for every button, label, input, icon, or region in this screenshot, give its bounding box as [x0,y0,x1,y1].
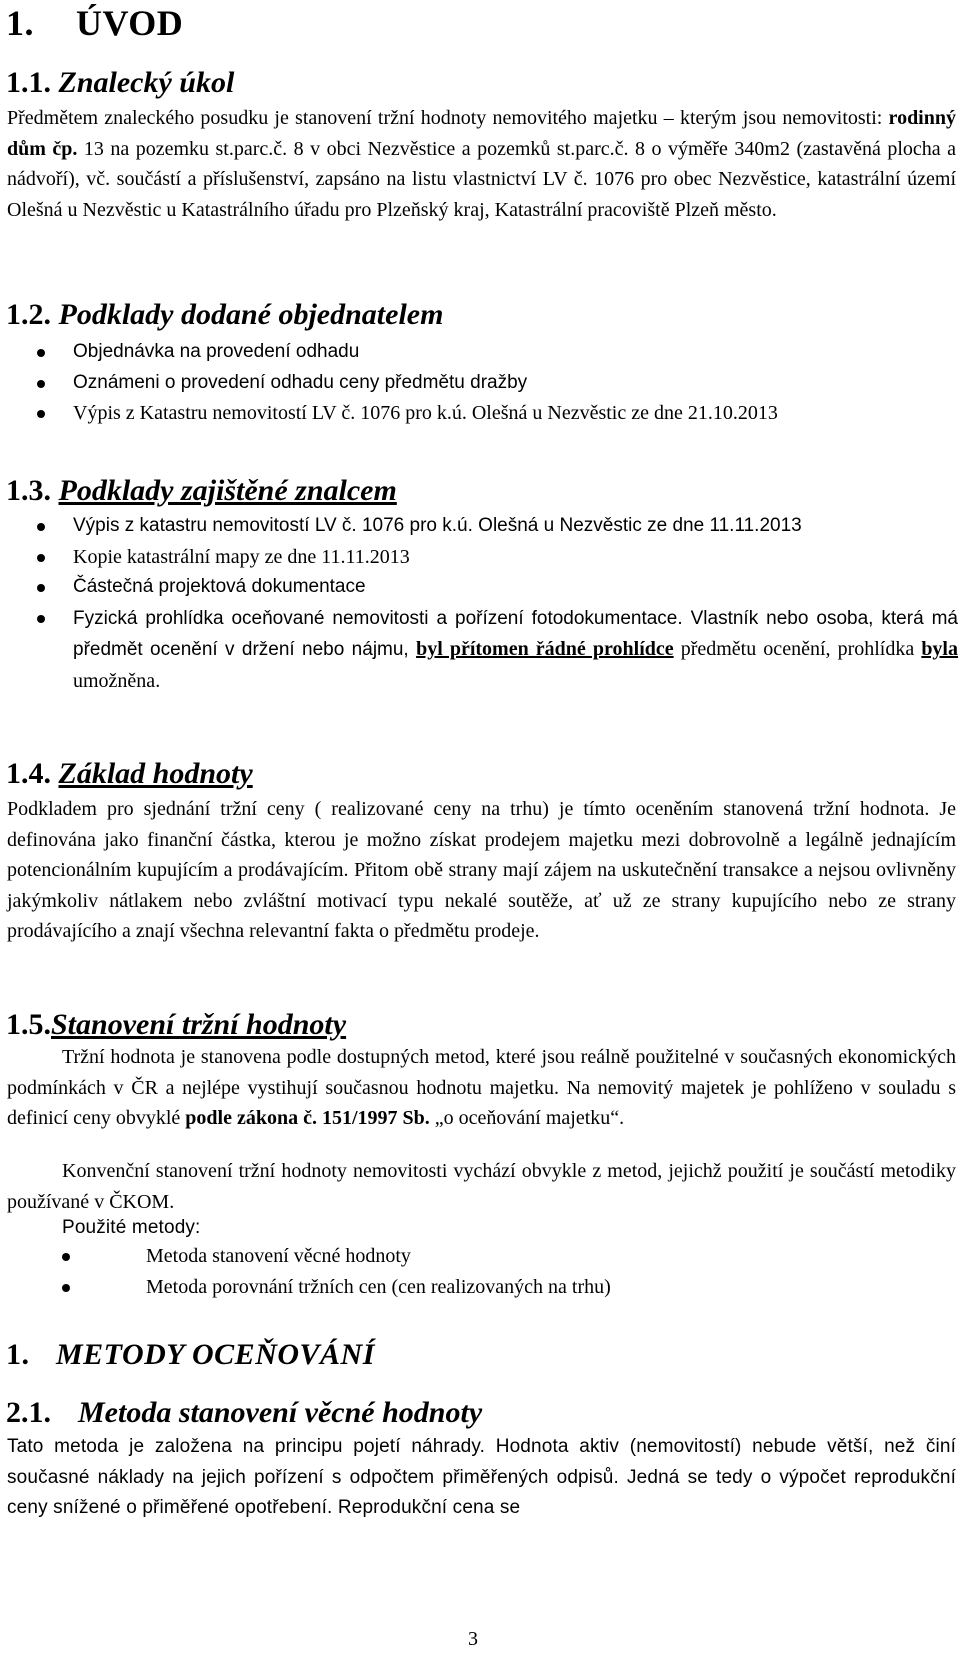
bullet-icon [37,349,45,357]
list-item: Fyzická prohlídka oceňované nemovitosti a pořízení fotodokumentace. Vlastník nebo osoba, která má předmět ocenění v držení nebo nájmu, byl přítomen řádné prohlídce předmětu ocenění, prohlídka byla umožněna. [0,603,958,697]
list-pouzite-metody [0,1241,958,1302]
page-number: 3 [468,1628,478,1650]
bullet-icon [37,523,45,531]
subsection-heading-zaklad-hodnoty: 1.4. Základ hodnoty [6,757,253,790]
list-item: Výpis z Katastru nemovitostí LV č. 1076 pro k.ú. Olešná u Nezvěstic ze dne 21.10.2013 [0,398,958,429]
list-podklady-znalec [0,511,958,696]
bullet-icon [37,554,45,562]
subsection-heading-stanoveni-trzni-hodnoty: 1.5.Stanovení tržní hodnoty [6,1008,347,1041]
bullet-icon [62,1253,70,1261]
paragraph-trzni-hodnota: Tržní hodnota je stanovena podle dostupných metod, které jsou reálně použitelné v současných ekonomických podmínkách v ČR a nejlépe vystihují současnou hodnotu majetku. Na nemovitý majetek je pohlíženo v souladu s definicí ceny obvyklé podle zákona č. 151/1997 Sb. „o oceňování majetku“. [7,1046,956,1129]
subsection-heading-podklady-znalec: 1.3. Podklady zajištěné znalcem [6,474,397,507]
section-heading-uvod: 1. ÚVOD [6,3,184,43]
bullet-icon [37,584,45,592]
bullet-icon [37,380,45,388]
list-podklady-objednatel [0,337,958,429]
bullet-icon [37,615,45,623]
list-item: Objednávka na provedení odhadu [0,337,958,368]
paragraph-znalecky-ukol: Předmětem znaleckého posudku je stanovení tržní hodnoty nemovitého majetku – kterým jsou nemovitosti: rodinný dům čp. 13 na pozemku st.parc.č. 8 v obci Nezvěstice a pozemků st.parc.č. 8 o výměře 340m2 (zastavěná plocha a nádvoří), vč. součástí a příslušenství, zapsáno na listu vlastnictví LV č. 1076 pro obec Nezvěstice, katastrální území Olešná u Nezvěstic u Katastrálního úřadu pro Plzeňský kraj, Katastrální pracoviště Plzeň město. [7,107,956,221]
section-heading-metody-ocenovani: 1. METODY OCEŇOVÁNÍ [6,1338,375,1371]
subsection-heading-metoda-vecne-hodnoty: 2.1. Metoda stanovení věcné hodnoty [6,1396,483,1429]
subsection-heading-podklady-objednatel: 1.2. Podklady dodané objednatelem [6,298,444,331]
paragraph-metoda-vecne-hodnoty: Tato metoda je založena na principu pojetí náhrady. Hodnota aktiv (nemovitostí) nebude větší, než činí současné náklady na jejich pořízení s odpočtem přiměřených odpisů. Jedná se tedy o výpočet reprodukční ceny snížené o přiměřené opotřebení. Reprodukční cena se [7,1436,956,1518]
list-item: Oznámeni o provedení odhadu ceny předmětu dražby [0,368,958,399]
paragraph-pouzite-metody: Použité metody: [62,1217,201,1238]
list-item: Kopie katastrální mapy ze dne 11.11.2013 [0,542,958,573]
bullet-icon [37,410,45,418]
paragraph-konvencni-stanoveni: Konvenční stanovení tržní hodnoty nemovitosti vychází obvykle z metod, jejichž použití je součástí metodiky používané v ČKOM. [7,1160,956,1213]
subsection-heading-znalecky-ukol: 1.1. Znalecký úkol [6,66,235,99]
list-item: Metoda porovnání tržních cen (cen realizovaných na trhu) [0,1272,958,1303]
list-item: Výpis z katastru nemovitostí LV č. 1076 pro k.ú. Olešná u Nezvěstic ze dne 11.11.2013 [0,511,958,542]
list-item: Částečná projektová dokumentace [0,572,958,603]
paragraph-zaklad-hodnoty: Podkladem pro sjednání tržní ceny ( realizované ceny na trhu) je tímto oceněním stanovená tržní hodnota. Je definována jako finanční částka, kterou je možno získat prodejem majetku mezi dobrovolně a legálně jednajícím potencionálním kupujícím a prodávajícím. Přitom obě strany mají zájem na uskutečnění transakce a nejsou ovlivněny jakýmkoliv nátlakem nebo zvláštní motivací typu nekalé soutěže, ať už ze strany kupujícího nebo ze strany prodávajícího a znají všechna relevantní fakta o předmětu prodeje. [7,798,956,942]
bullet-icon [62,1284,70,1292]
list-item: Metoda stanovení věcné hodnoty [0,1241,958,1272]
